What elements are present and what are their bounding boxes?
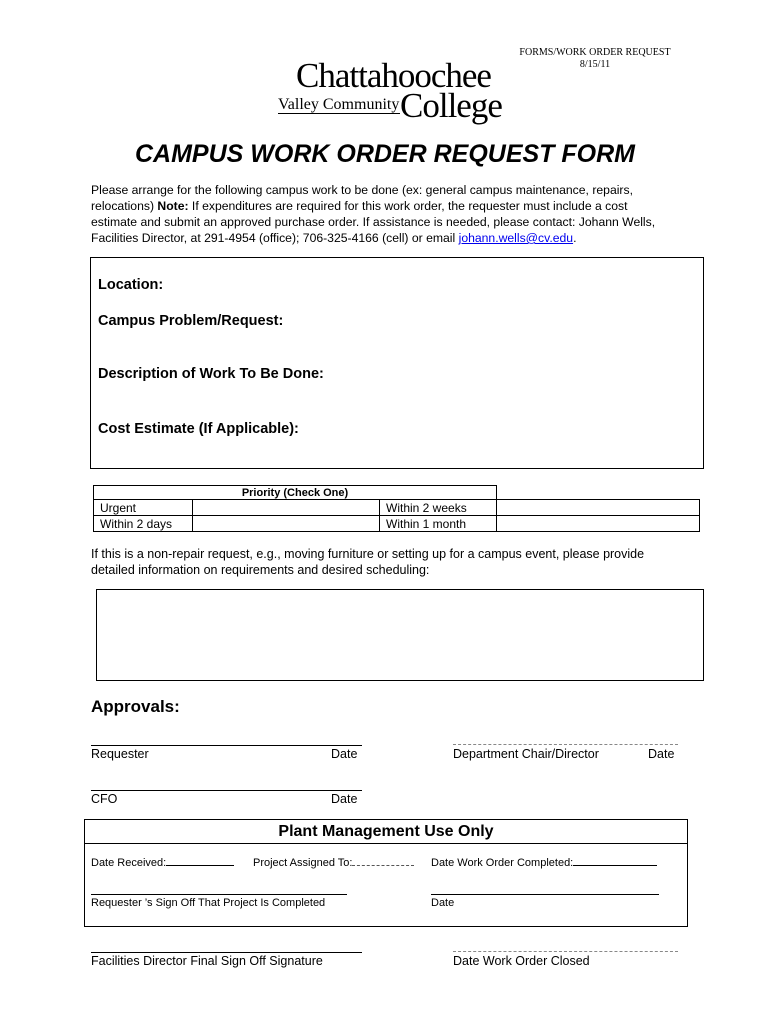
date-completed-label: Date Work Order Completed: [431, 857, 574, 869]
signoff-date-label: Date [431, 897, 455, 909]
description-label: Description of Work To Be Done: [98, 366, 324, 382]
request-box [90, 257, 704, 469]
dept-chair-date-label: Date [648, 747, 675, 761]
non-repair-details-box[interactable] [96, 589, 704, 681]
college-logo [278, 56, 502, 130]
problem-label: Campus Problem/Request: [98, 313, 284, 329]
requester-signoff-label: Requester ’s Sign Off That Project Is Completed [91, 897, 326, 909]
priority-header: Priority (Check One) [94, 486, 497, 500]
logo-right-text: College [400, 86, 502, 125]
plant-management-title: Plant Management Use Only [278, 823, 494, 840]
priority-option-2-days: Within 2 days [94, 516, 193, 532]
facilities-signoff-label: Facilities Director Final Sign Off Signature [91, 954, 323, 968]
requester-signature-line[interactable] [91, 745, 362, 746]
plant-title-divider [85, 843, 687, 844]
dept-chair-label: Department Chair/Director [453, 747, 599, 761]
signoff-date-line[interactable] [431, 894, 659, 895]
requester-signoff-line[interactable] [91, 894, 347, 895]
priority-check-2-weeks[interactable] [497, 500, 700, 516]
priority-check-urgent[interactable] [193, 500, 380, 516]
priority-option-urgent: Urgent [94, 500, 193, 516]
date-received-label: Date Received: [91, 857, 167, 869]
cfo-signature-line[interactable] [91, 790, 362, 791]
cost-estimate-label: Cost Estimate (If Applicable): [98, 421, 299, 437]
project-assigned-field[interactable] [253, 857, 414, 869]
dept-chair-signature-line[interactable] [453, 744, 678, 745]
date-completed-field[interactable] [431, 857, 657, 869]
closed-date-line[interactable] [453, 951, 678, 952]
form-date: 8/15/11 [579, 59, 611, 70]
priority-check-2-days[interactable] [193, 516, 380, 532]
intro-text-3: . [573, 231, 577, 245]
cfo-label: CFO [91, 792, 118, 806]
cfo-date-label: Date [331, 792, 358, 806]
facilities-signature-line[interactable] [91, 952, 362, 953]
priority-option-1-month: Within 1 month [380, 516, 497, 532]
form-code [500, 47, 690, 71]
non-repair-instructions: If this is a non-repair request, e.g., moving furniture or setting up for a campus event, please provide detailed information on requirements and desired scheduling: [91, 547, 645, 577]
intro-text-2: If expenditures are required for this work order, the requester must include a cost estimate and submit an approved purchase order. If assistance is needed, please contact: Johann Wells, Facilities Director, at 291-4954 (office); 706-325-4166 (cell) or email [91, 199, 656, 245]
date-received-field[interactable] [91, 857, 234, 869]
priority-table [93, 485, 700, 532]
location-label: Location: [98, 277, 164, 293]
closed-date-label: Date Work Order Closed [453, 954, 590, 968]
requester-label: Requester [91, 747, 149, 761]
page-title: CAMPUS WORK ORDER REQUEST FORM [135, 140, 635, 168]
logo-top-text: Chattahoochee [296, 56, 491, 95]
logo-left-text: Valley Community [278, 96, 400, 113]
priority-option-2-weeks: Within 2 weeks [380, 500, 497, 516]
approvals-heading: Approvals: [91, 697, 180, 716]
intro-note-label: Note: [157, 199, 189, 213]
requester-date-label: Date [331, 747, 358, 761]
intro-text-1: Please arrange for the following campus work to be done (ex: general campus maintenance, repairs, relocations) [91, 183, 633, 213]
plant-management-box [84, 819, 688, 927]
form-code-label: FORMS/WORK ORDER REQUEST [519, 47, 671, 58]
intro-paragraph [91, 182, 671, 246]
priority-check-1-month[interactable] [497, 516, 700, 532]
project-assigned-label: Project Assigned To: [253, 857, 353, 869]
email-link[interactable]: johann.wells@cv.edu [458, 231, 574, 245]
